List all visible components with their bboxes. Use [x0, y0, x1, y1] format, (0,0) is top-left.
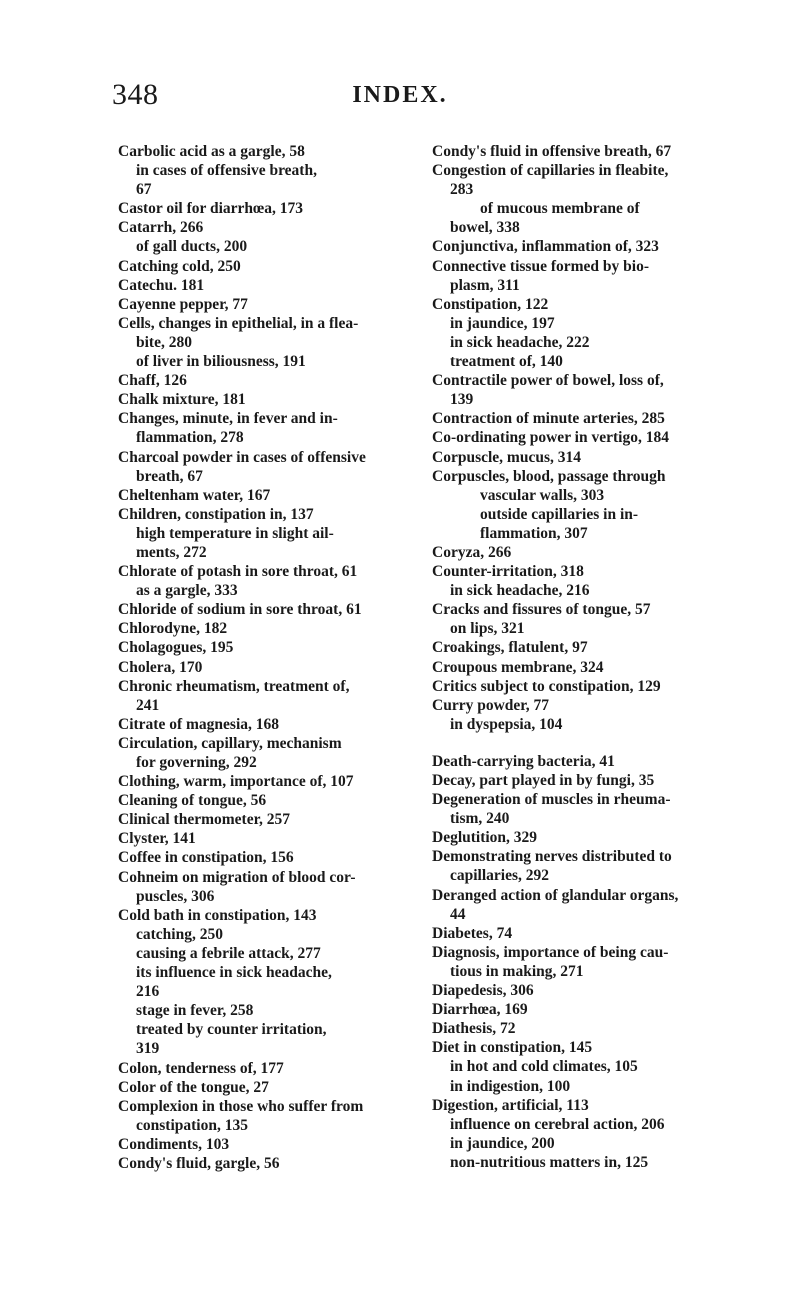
- index-entry: Conjunctiva, inflammation of, 323: [432, 238, 659, 256]
- index-entry: Circulation, capillary, mechanism: [118, 734, 342, 752]
- index-subentry: in sick headache, 222: [450, 333, 590, 351]
- index-entry: Clothing, warm, importance of, 107: [118, 773, 354, 791]
- index-subentry: in indigestion, 100: [450, 1077, 571, 1095]
- running-head: INDEX.: [352, 82, 448, 108]
- index-subentry: in jaundice, 197: [450, 314, 555, 332]
- index-entry: Catching cold, 250: [118, 257, 241, 275]
- index-entry: Co-ordinating power in vertigo, 184: [432, 429, 669, 447]
- index-entry: Charcoal powder in cases of offensive: [118, 448, 366, 466]
- index-entry: Demonstrating nerves distributed to: [432, 848, 672, 866]
- index-subentry: in dyspepsia, 104: [450, 715, 563, 733]
- index-subentry: in cases of offensive breath,: [136, 162, 317, 180]
- index-subentry: of gall ducts, 200: [136, 238, 248, 256]
- index-entry: Congestion of capillaries in fleabite,: [432, 162, 669, 180]
- index-subentry: 319: [136, 1040, 160, 1058]
- index-subentry: stage in fever, 258: [136, 1002, 254, 1020]
- index-subentry: 139: [450, 391, 474, 409]
- index-entry: Diapedesis, 306: [432, 982, 534, 1000]
- index-entry: Cholagogues, 195: [118, 639, 234, 657]
- index-entry: Contractile power of bowel, loss of,: [432, 372, 664, 390]
- index-entry: Cleaning of tongue, 56: [118, 792, 267, 810]
- index-subentry: treatment of, 140: [450, 353, 563, 371]
- index-subentry: in hot and cold climates, 105: [450, 1058, 638, 1076]
- index-subentry: 67: [136, 181, 152, 199]
- index-entry: Castor oil for diarrhœa, 173: [118, 200, 303, 218]
- index-entry: Chlorodyne, 182: [118, 620, 228, 638]
- index-entry: Cohneim on migration of blood cor-: [118, 868, 356, 886]
- index-entry: Citrate of magnesia, 168: [118, 715, 279, 733]
- index-subentry: influence on cerebral action, 206: [450, 1115, 665, 1133]
- index-subentry: its influence in sick headache,: [136, 964, 332, 982]
- index-entry: Chalk mixture, 181: [118, 391, 246, 409]
- index-entry: Cheltenham water, 167: [118, 486, 271, 504]
- index-entry: Cracks and fissures of tongue, 57: [432, 601, 651, 619]
- index-subentry: plasm, 311: [450, 276, 520, 294]
- index-subentry: 283: [450, 181, 474, 199]
- index-entry: Corpuscles, blood, passage through: [432, 467, 666, 485]
- index-subentry: causing a febrile attack, 277: [136, 944, 321, 962]
- index-entry: Clyster, 141: [118, 830, 196, 848]
- index-entry: Carbolic acid as a gargle, 58: [118, 143, 305, 160]
- index-entry: Condy's fluid in offensive breath, 67: [432, 143, 672, 160]
- index-entry: Condy's fluid, gargle, 56: [118, 1154, 280, 1172]
- index-entry: Diabetes, 74: [432, 924, 513, 942]
- index-subentry: tism, 240: [450, 810, 510, 828]
- index-entry: Decay, part played in by fungi, 35: [432, 772, 655, 789]
- index-entry: Cayenne pepper, 77: [118, 295, 248, 313]
- index-entry: Catarrh, 266: [118, 219, 204, 237]
- index-entry: Cold bath in constipation, 143: [118, 906, 317, 924]
- index-entry: Croupous membrane, 324: [432, 658, 604, 676]
- index-subentry: 44: [450, 905, 466, 923]
- section-gap: [432, 734, 772, 752]
- index-subentry: ments, 272: [136, 543, 207, 561]
- index-entry: Critics subject to constipation, 129: [432, 677, 661, 695]
- index-subentry: bowel, 338: [450, 219, 520, 237]
- index-subentry: tious in making, 271: [450, 962, 584, 980]
- page-number: 348: [112, 78, 159, 111]
- index-subentry: of mucous membrane of: [480, 200, 640, 218]
- index-entry: Cholera, 170: [118, 658, 203, 676]
- index-entry: Catechu. 181: [118, 276, 205, 294]
- index-entry: Changes, minute, in fever and in-: [118, 410, 338, 428]
- index-subentry: puscles, 306: [136, 887, 215, 905]
- index-entry: Croakings, flatulent, 97: [432, 639, 588, 657]
- index-entry: Chlorate of potash in sore throat, 61: [118, 563, 358, 581]
- index-entry: Chaff, 126: [118, 372, 187, 390]
- index-entry: Children, constipation in, 137: [118, 505, 314, 523]
- index-subentry: capillaries, 292: [450, 867, 550, 885]
- index-entry: Deranged action of glandular organs,: [432, 886, 679, 904]
- index-entry: Color of the tongue, 27: [118, 1078, 269, 1096]
- index-entry: Diagnosis, importance of being cau-: [432, 943, 669, 961]
- index-entry: Chronic rheumatism, treatment of,: [118, 677, 350, 695]
- index-entry: Constipation, 122: [432, 295, 549, 313]
- index-subentry: treated by counter irritation,: [136, 1021, 327, 1039]
- index-subentry: non-nutritious matters in, 125: [450, 1153, 649, 1171]
- index-subentry: high temperature in slight ail-: [136, 524, 334, 542]
- page-header: [0, 78, 800, 118]
- index-entry: Coryza, 266: [432, 543, 512, 561]
- index-entry: Diathesis, 72: [432, 1020, 516, 1038]
- index-subentry: vascular walls, 303: [480, 486, 605, 504]
- index-entry: Clinical thermometer, 257: [118, 811, 291, 829]
- index-entry: Diet in constipation, 145: [432, 1039, 593, 1057]
- index-entry: Death-carrying bacteria, 41: [432, 752, 615, 770]
- index-entry: Complexion in those who suffer from: [118, 1097, 364, 1115]
- index-subentry: 241: [136, 696, 160, 714]
- index-entry: Chloride of sodium in sore throat, 61: [118, 601, 362, 619]
- index-subentry: bite, 280: [136, 333, 192, 351]
- index-subentry: in jaundice, 200: [450, 1134, 555, 1152]
- index-entry: Contraction of minute arteries, 285: [432, 410, 665, 428]
- index-entry: Coffee in constipation, 156: [118, 849, 294, 867]
- index-subentry: catching, 250: [136, 925, 223, 943]
- index-subentry: as a gargle, 333: [136, 582, 238, 600]
- index-entry: Curry powder, 77: [432, 696, 549, 714]
- index-entry: Deglutition, 329: [432, 829, 538, 847]
- index-entry: Condiments, 103: [118, 1135, 230, 1153]
- index-subentry: flammation, 307: [480, 524, 588, 542]
- index-subentry: on lips, 321: [450, 620, 525, 638]
- index-entry: Digestion, artificial, 113: [432, 1096, 589, 1114]
- index-entry: Counter-irritation, 318: [432, 563, 584, 581]
- index-subentry: flammation, 278: [136, 429, 244, 447]
- index-entry: Connective tissue formed by bio-: [432, 257, 649, 275]
- index-entry: Colon, tenderness of, 177: [118, 1059, 284, 1077]
- index-subentry: for governing, 292: [136, 754, 257, 771]
- index-column-right: [432, 142, 772, 1172]
- index-subentry: of liver in biliousness, 191: [136, 353, 306, 371]
- index-subentry: breath, 67: [136, 467, 203, 485]
- index-entry: Cells, changes in epithelial, in a flea-: [118, 314, 359, 332]
- index-entry: Degeneration of muscles in rheuma-: [432, 791, 671, 809]
- index-subentry: 216: [136, 983, 160, 1001]
- index-entry: Corpuscle, mucus, 314: [432, 448, 581, 466]
- index-subentry: outside capillaries in in-: [480, 505, 639, 523]
- index-subentry: in sick headache, 216: [450, 582, 590, 600]
- index-column-left: [118, 142, 448, 1173]
- index-subentry: constipation, 135: [136, 1116, 248, 1134]
- index-entry: Diarrhœa, 169: [432, 1001, 528, 1019]
